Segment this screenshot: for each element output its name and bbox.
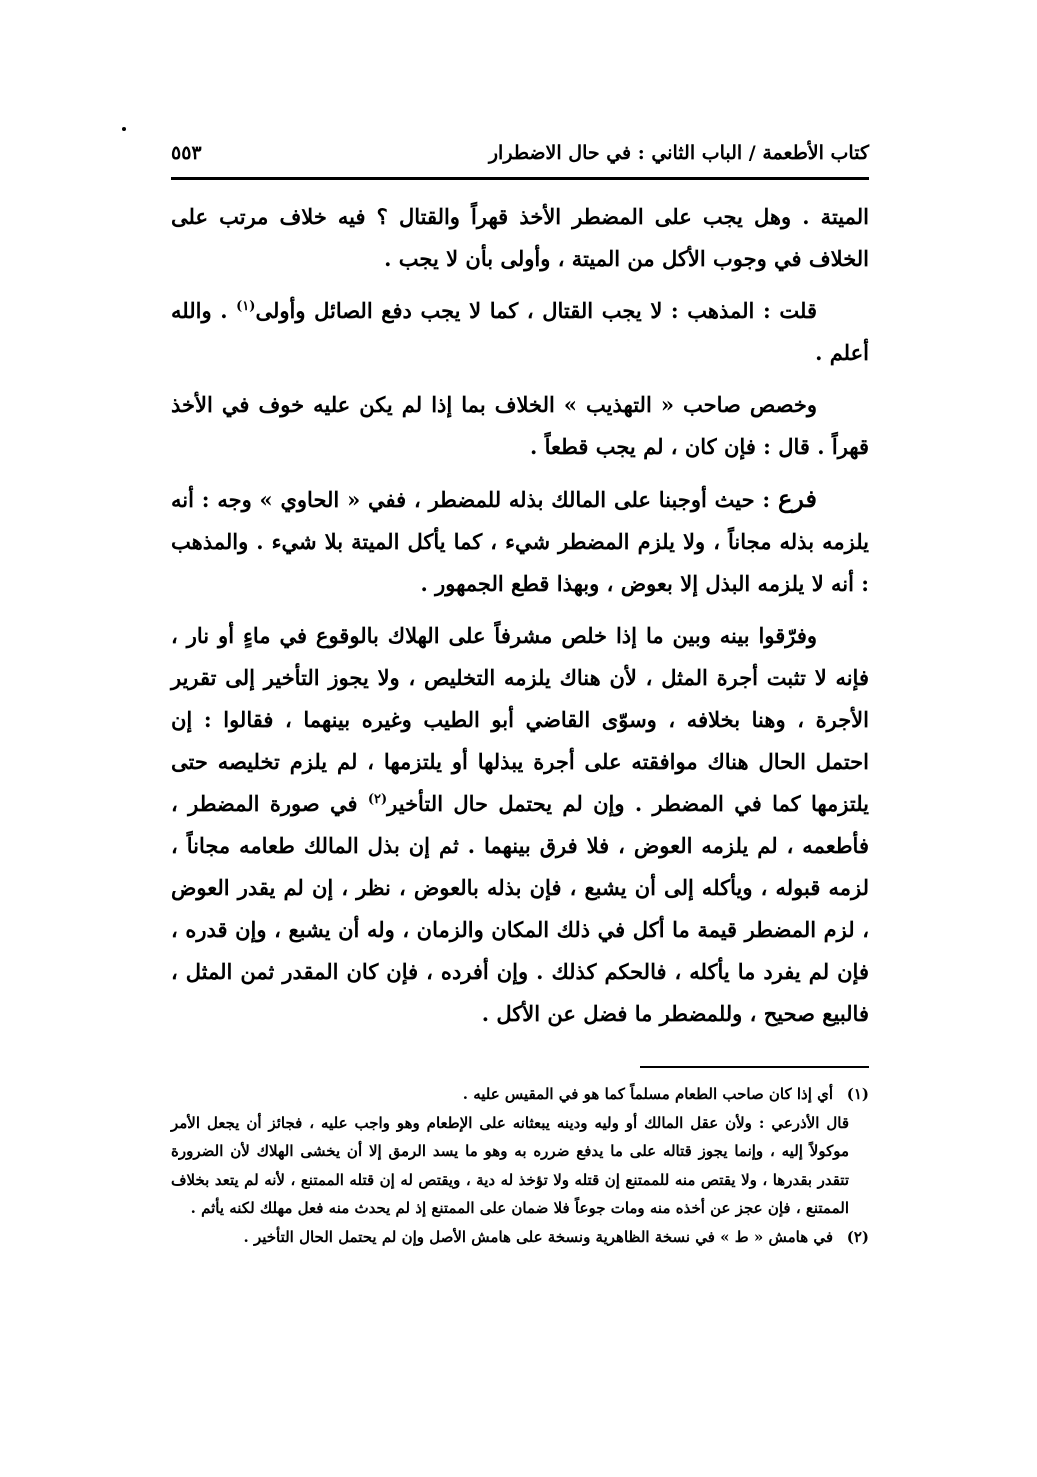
- paragraph-1: [171, 196, 869, 280]
- paragraph-2-text-before: قلت : المذهب : لا يجب القتال ، كما لا يجب دفع الصائل وأولى: [255, 298, 817, 323]
- footnote-1-continuation: قال الأذرعي : ولأن عقل المالك أو وليه ودينه يبعثانه على الإطعام وهو واجب عليه ، فجائز أن يجعل الأمر موكولاً إليه ، وإنما يجوز قتاله على ما يدفع ضرره به وهو ما يسد الرمق إلا أن يخشى الهلاك لأن الضرورة تتقدر بقدرها ، ولا يقتص منه للممتنع إن قتله ولا تؤخذ له دية ، ويقتص له إن قتله الممتنع ، لأنه لم يتعد بخلاف الممتنع ، فإن عجز عن أخذه منه ومات جوعاً فلا ضمان على الممتنع إذ لم يحدث منه فعل مهلك لكنه يأثم .: [171, 1113, 849, 1217]
- footnote-number: (٢): [846, 1227, 869, 1246]
- main-text: [171, 196, 869, 1035]
- stray-dot-mark: [122, 127, 126, 131]
- paragraph-3: [171, 384, 869, 468]
- footnote-2: [171, 1223, 869, 1252]
- page-header: [171, 140, 869, 172]
- footnote-text: أي إذا كان صاحب الطعام مسلماً كما هو في المقيس عليه .: [462, 1085, 833, 1103]
- paragraph-2: [171, 290, 869, 374]
- paragraph-2-text-after: . والله أعلم .: [171, 298, 869, 365]
- page-number: ٥٥٣: [171, 142, 202, 164]
- paragraph-4-text: : حيث أوجبنا على المالك بذله للمضطر ، ففي « الحاوي » وجه : أنه يلزمه بذله مجاناً ، ولا يلزم المضطر شيء ، كما يأكل الميتة بلا شيء . والمذهب : أنه لا يلزمه البذل إلا بعوض ، وبهذا قطع الجمهور .: [171, 487, 869, 596]
- footnote-number: (١): [846, 1085, 869, 1103]
- paragraph-4: [171, 478, 869, 605]
- footnote-ref-2[interactable]: (٢): [367, 792, 388, 807]
- footnote-text: في هامش « ط » في نسخة الظاهرية ونسخة على هامش الأصل وإن لم يحتمل الحال التأخير .: [243, 1227, 833, 1246]
- footnote-1: [171, 1080, 869, 1223]
- paragraph-5: [171, 615, 869, 1035]
- footnote-separator: [640, 1066, 869, 1068]
- footnote-1-first-line: [171, 1080, 869, 1109]
- paragraph-3-text: وخصص صاحب « التهذيب » الخلاف بما إذا لم يكن عليه خوف في الأخذ قهراً . قال : فإن كان ، لم يجب قطعاً .: [171, 392, 869, 459]
- running-title: كتاب الأطعمة / الباب الثاني : في حال الاضطرار: [488, 142, 869, 164]
- section-keyword: فرع: [777, 484, 817, 513]
- paragraph-5-text-after: في صورة المضطر ، فأطعمه ، لم يلزمه العوض ، فلا فرق بينهما . ثم إن بذل المالك طعامه مجاناً ، لزمه قبوله ، ويأكله إلى أن يشبع ، فإن بذله بالعوض ، نظر ، إن لم يقدر العوض ، لزم المضطر قيمة ما أكل في ذلك المكان والزمان ، وله أن يشبع ، وإن قدره ، فإن لم يفرد ما يأكله ، فالحكم كذلك . وإن أفرده ، فإن كان المقدر ثمن المثل ، فالبيع صحيح ، وللمضطر ما فضل عن الأكل .: [171, 791, 869, 1026]
- paragraph-1-text: الميتة . وهل يجب على المضطر الأخذ قهراً والقتال ؟ فيه خلاف مرتب على الخلاف في وجوب الأكل من الميتة ، وأولى بأن لا يجب .: [171, 204, 869, 271]
- header-rule: [171, 177, 869, 180]
- footnotes: [171, 1080, 869, 1251]
- paragraph-5-text-before: وفرّقوا بينه وبين ما إذا خلص مشرفاً على الهلاك بالوقوع في ماءٍ أو نار ، فإنه لا تثبت أجرة المثل ، لأن هناك يلزمه التخليص ، ولا يجوز التأخير إلى تقرير الأجرة ، وهنا بخلافه ، وسوّى القاضي أبو الطيب وغيره بينهما ، فقالوا : إن احتمل الحال هناك موافقته على أجرة يبذلها أو يلتزمها ، لم يلزم تخليصه حتى يلتزمها كما في المضطر . وإن لم يحتمل حال التأخير: [171, 623, 869, 816]
- footnote-ref-1[interactable]: (١): [236, 299, 256, 314]
- footnote-2-line: [171, 1223, 869, 1252]
